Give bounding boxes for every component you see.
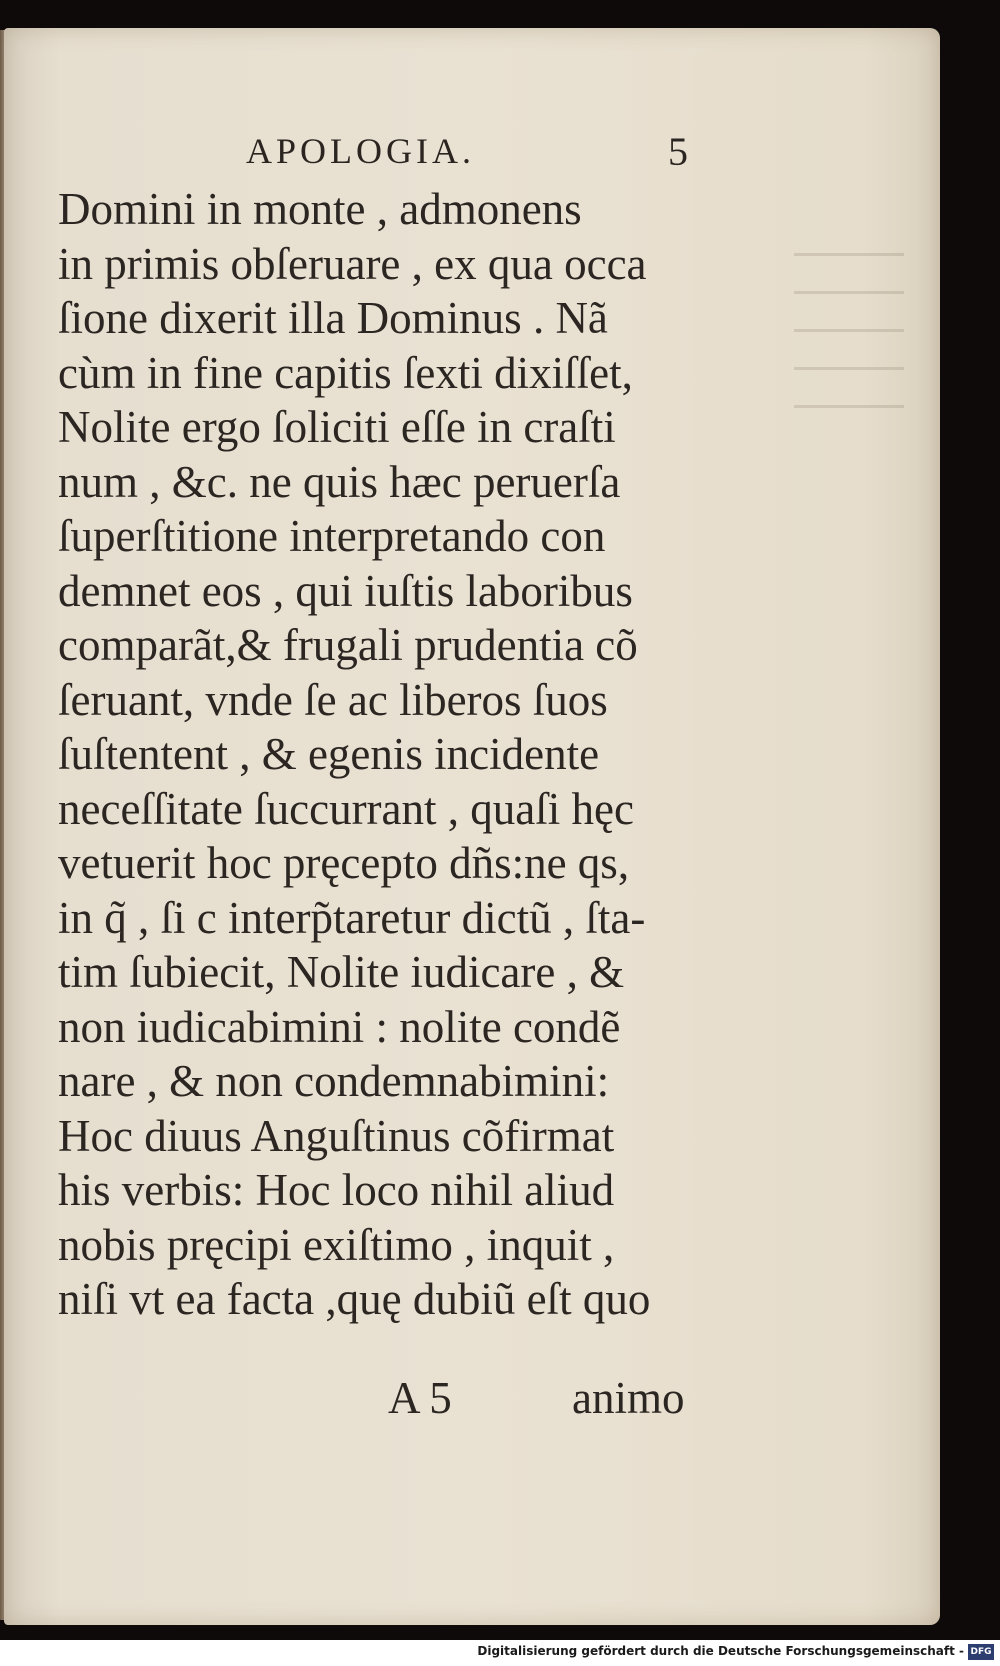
body-text [58,182,708,1327]
text-line: ſuperſtitione interpretando con [58,511,606,561]
text-line: demnet eos , qui iuſtis laboribus [58,565,633,616]
funding-credit: Digitalisierung gefördert durch die Deutsche Forschungsgemeinschaft - [477,1644,964,1658]
text-line: his verbis: Hoc loco nihil aliud [58,1165,615,1215]
text-line: in primis obſeruare , ex qua occa [58,238,647,289]
text-line: ſione dixerit illa Dominus . Nã [58,293,608,343]
text-line: ſeruant, vnde ſe ac liberos ſuos [58,674,608,725]
signature-mark: A 5 [388,1373,452,1423]
text-line: nobis pręcipi exiſtimo , inquit , [58,1219,615,1270]
catchword: animo [572,1373,685,1423]
text-line: tim ſubiecit, Nolite iudicare , & [58,947,625,997]
text-line: Domini in monte , admonens [58,184,582,234]
text-line: niſi vt ea facta ,quę dubiũ eſt quo [58,1274,651,1324]
digitization-footer [0,1640,1000,1666]
text-line: in q̃ , ſi c interp̃taretur dictũ , ſta- [58,892,646,943]
text-line: nare , & non condemnabimini: [58,1056,610,1106]
running-head [4,124,940,184]
show-through-text [794,228,904,408]
page-number: 5 [668,129,688,174]
catchline [4,1372,940,1432]
text-line: Hoc diuus Anguſtinus cõfirmat [58,1110,615,1161]
text-line: non iudicabimini : nolite condẽ [58,1001,621,1052]
text-line: vetuerit hoc pręcepto dñs:ne qs, [58,838,630,888]
text-line: cùm in fine capitis ſexti dixiſſet, [58,347,633,398]
text-line: Nolite ergo ſoliciti eſſe in craſti [58,402,616,452]
dfg-logo: DFG [968,1644,994,1660]
text-line: comparãt,& frugali prudentia cõ [58,620,638,670]
running-head-title: APOLOGIA. [246,131,475,171]
text-line: num , &c. ne quis hæc peruerſa [58,456,621,507]
book-page [4,28,940,1625]
text-line: ſuſtentent , & egenis incidente [58,729,600,779]
text-line: neceſſitate ſuccurrant , quaſi hęc [58,783,634,834]
